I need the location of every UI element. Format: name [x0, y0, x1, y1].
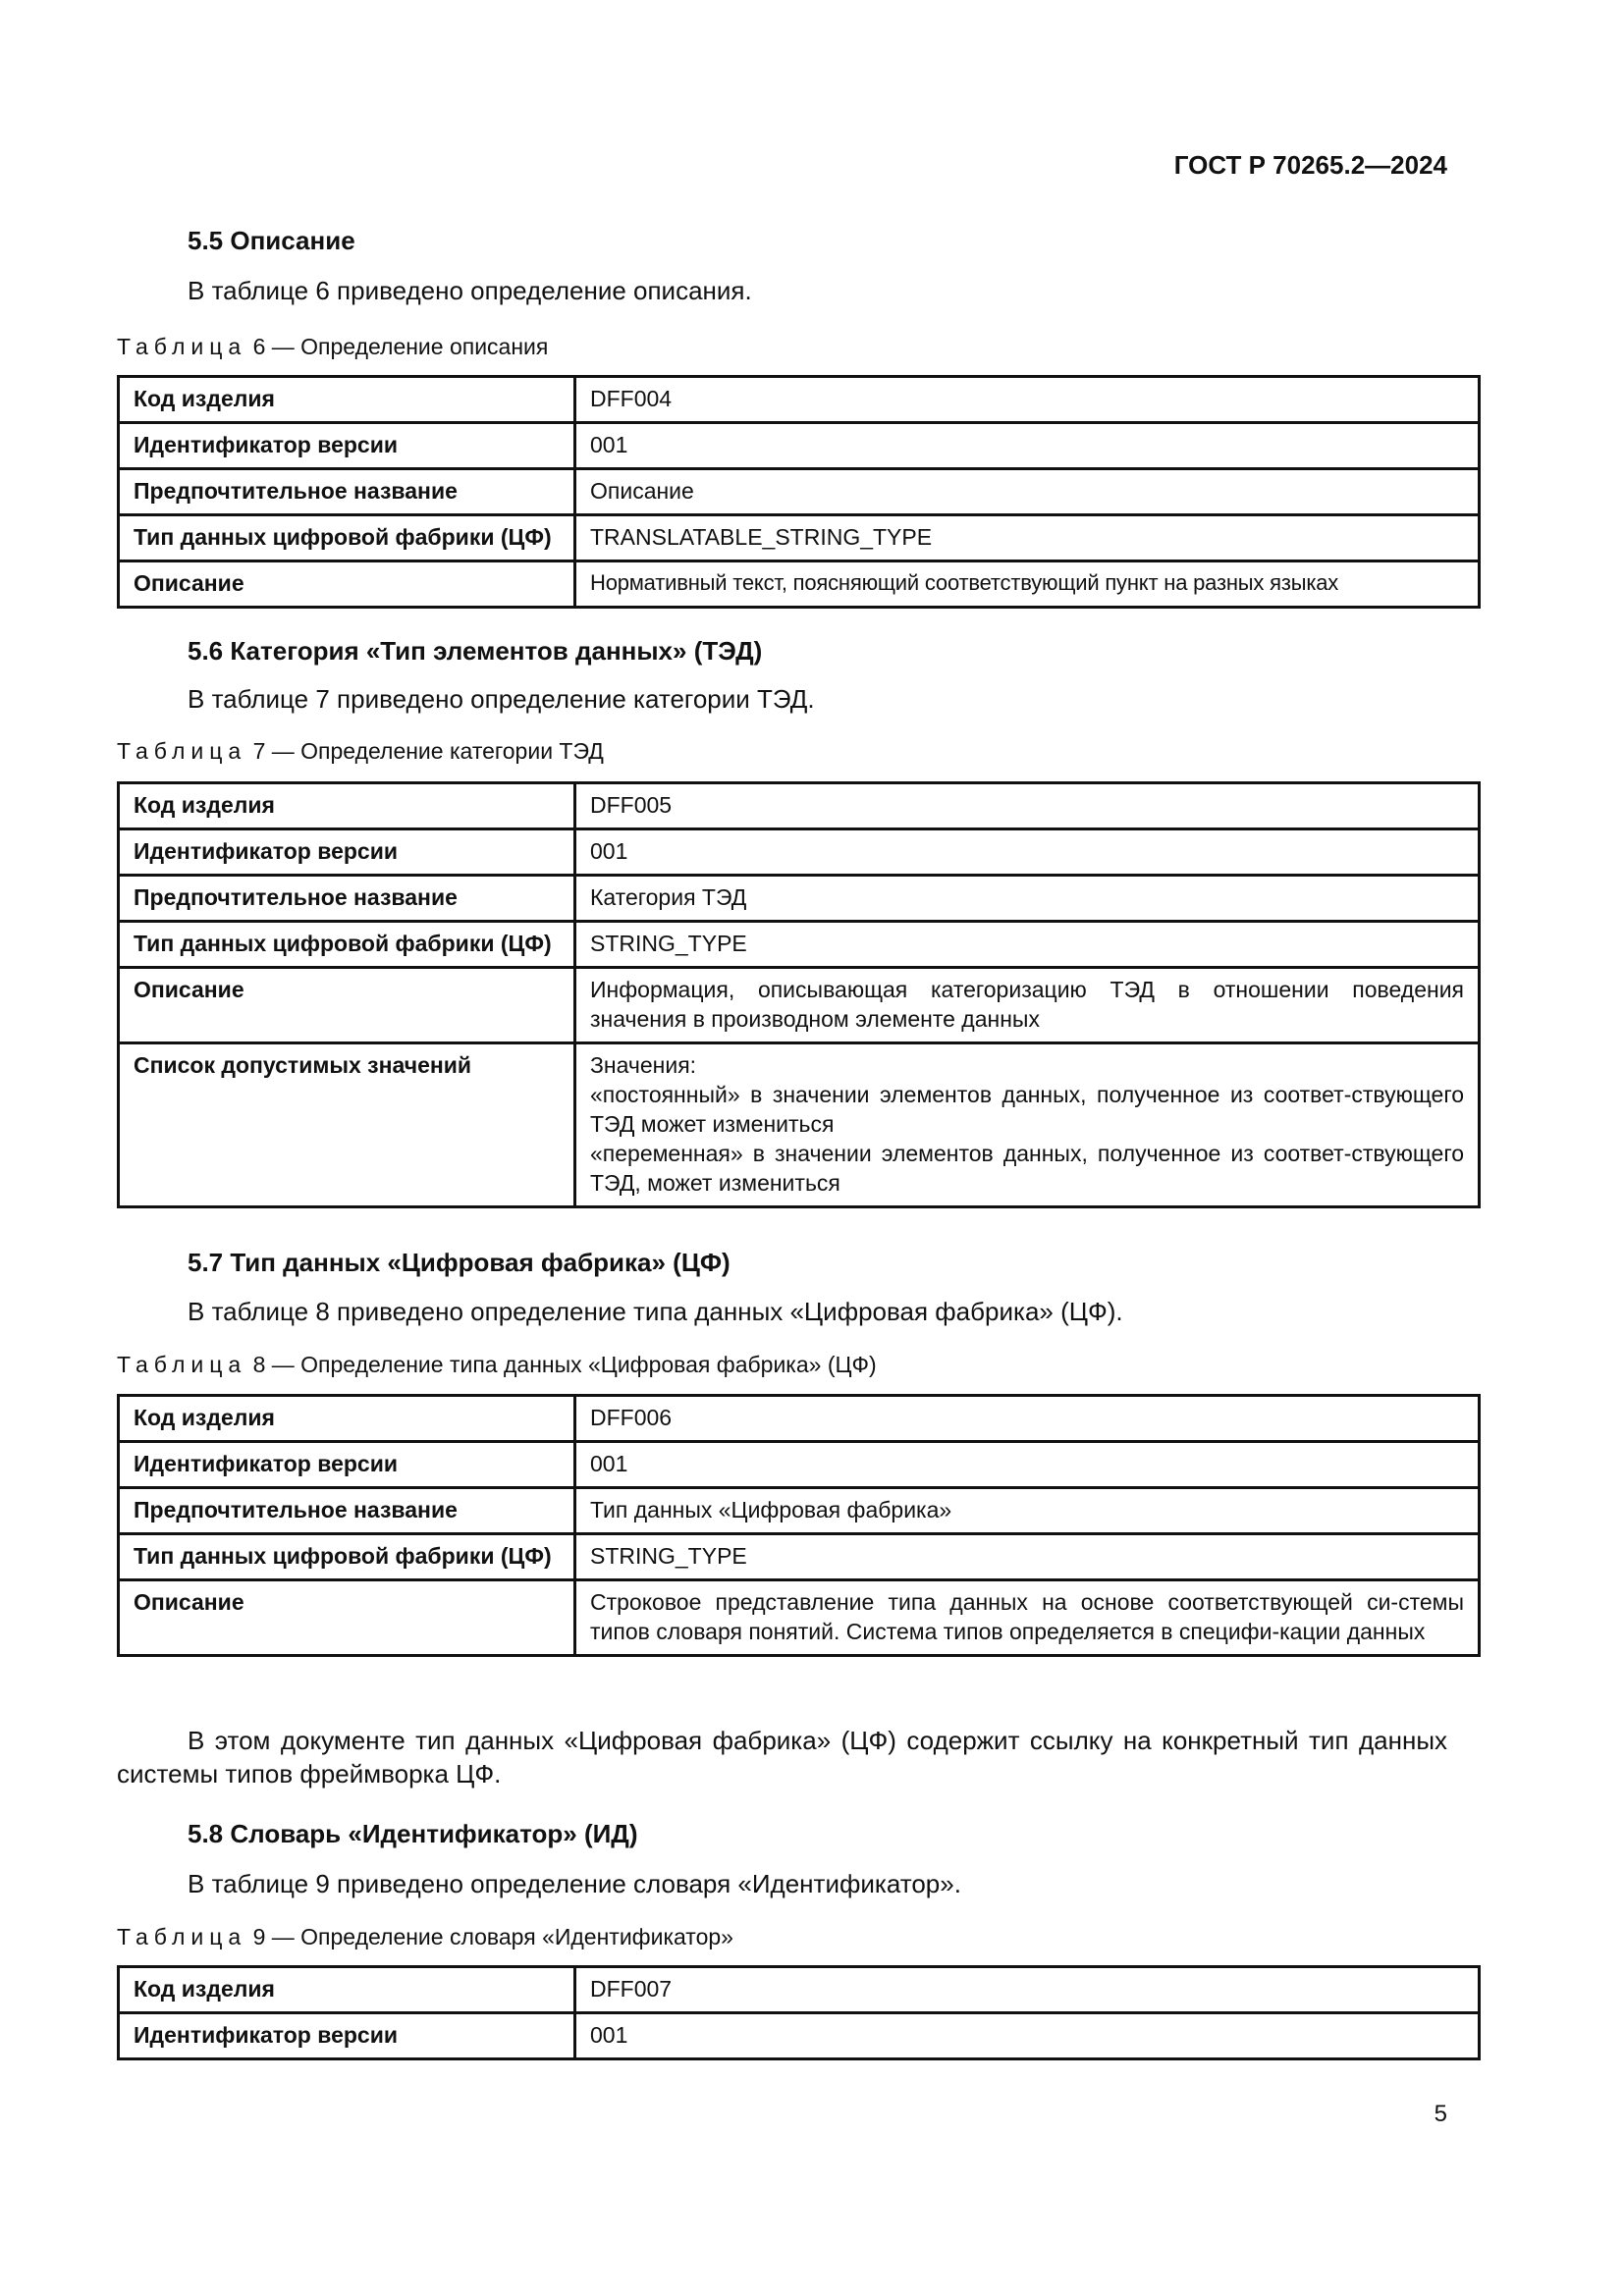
row-key: Идентификатор версии — [119, 423, 575, 469]
row-value: TRANSLATABLE_STRING_TYPE — [575, 515, 1480, 561]
row-value: STRING_TYPE — [575, 922, 1480, 968]
row-key: Идентификатор версии — [119, 2013, 575, 2059]
table-row — [119, 1534, 1480, 1580]
section-heading-5-6: 5.6 Категория «Тип элементов данных» (ТЭД) — [188, 636, 763, 666]
row-value: DFF005 — [575, 783, 1480, 829]
row-key: Предпочтительное название — [119, 876, 575, 922]
list-line: «переменная» в значении элементов данных, полученное из соответ-ствующего ТЭД, может измениться — [590, 1141, 1464, 1196]
row-key: Идентификатор версии — [119, 1442, 575, 1488]
section-heading-5-5: 5.5 Описание — [188, 226, 355, 255]
table-7 — [117, 781, 1481, 1208]
page-number: 5 — [1434, 2101, 1447, 2127]
row-value: Нормативный текст, поясняющий соответствующий пункт на разных языках — [575, 561, 1480, 608]
caption-label: Таблица — [117, 1352, 247, 1377]
section-intro-5-6: В таблице 7 приведено определение категории ТЭД. — [188, 684, 815, 714]
row-value: Информация, описывающая категоризацию ТЭД в отношении поведения значения в производном элементе данных — [575, 968, 1480, 1043]
table-caption-9 — [117, 1924, 733, 1950]
row-key: Тип данных цифровой фабрики (ЦФ) — [119, 515, 575, 561]
section-heading-5-8: 5.8 Словарь «Идентификатор» (ИД) — [188, 1819, 638, 1848]
table-row — [119, 1043, 1480, 1207]
row-value: DFF004 — [575, 377, 1480, 423]
table-row — [119, 876, 1480, 922]
table-row — [119, 423, 1480, 469]
caption-label: Таблица — [117, 334, 247, 359]
table-row — [119, 829, 1480, 876]
table-8 — [117, 1394, 1481, 1657]
section-intro-5-5: В таблице 6 приведено определение описания. — [188, 276, 752, 305]
row-key: Тип данных цифровой фабрики (ЦФ) — [119, 922, 575, 968]
paragraph-after-table-8: В этом документе тип данных «Цифровая фабрика» (ЦФ) содержит ссылку на конкретный тип данных системы типов фреймворка ЦФ. — [117, 1726, 1447, 1789]
table-9 — [117, 1965, 1481, 2060]
row-value: DFF007 — [575, 1967, 1480, 2013]
caption-label: Таблица — [117, 738, 247, 764]
row-key: Код изделия — [119, 1396, 575, 1442]
row-key: Код изделия — [119, 783, 575, 829]
row-key: Список допустимых значений — [119, 1043, 575, 1207]
table-row — [119, 515, 1480, 561]
row-value: Описание — [575, 469, 1480, 515]
table-row — [119, 1488, 1480, 1534]
table-row — [119, 922, 1480, 968]
table-caption-7 — [117, 738, 604, 765]
row-key: Тип данных цифровой фабрики (ЦФ) — [119, 1534, 575, 1580]
table-6 — [117, 375, 1481, 609]
row-value: DFF006 — [575, 1396, 1480, 1442]
row-value: 001 — [575, 423, 1480, 469]
section-intro-5-7: В таблице 8 приведено определение типа данных «Цифровая фабрика» (ЦФ). — [188, 1297, 1123, 1326]
table-caption-8 — [117, 1352, 877, 1378]
row-key: Описание — [119, 561, 575, 608]
row-value: Категория ТЭД — [575, 876, 1480, 922]
table-row — [119, 1396, 1480, 1442]
caption-text: 8 — Определение типа данных «Цифровая фабрика» (ЦФ) — [246, 1352, 877, 1377]
caption-text: 9 — Определение словаря «Идентификатор» — [246, 1924, 733, 1949]
row-value: 001 — [575, 1442, 1480, 1488]
caption-text: 7 — Определение категории ТЭД — [246, 738, 604, 764]
row-key: Описание — [119, 968, 575, 1043]
table-row — [119, 1967, 1480, 2013]
list-line: «постоянный» в значении элементов данных, полученное из соответ-ствующего ТЭД может измениться — [590, 1082, 1464, 1137]
row-value: STRING_TYPE — [575, 1534, 1480, 1580]
row-key: Код изделия — [119, 377, 575, 423]
table-row — [119, 561, 1480, 608]
document-number: ГОСТ Р 70265.2—2024 — [1173, 150, 1447, 180]
row-key: Код изделия — [119, 1967, 575, 2013]
row-value: 001 — [575, 2013, 1480, 2059]
section-intro-5-8: В таблице 9 приведено определение словаря «Идентификатор». — [188, 1869, 961, 1898]
section-heading-5-7: 5.7 Тип данных «Цифровая фабрика» (ЦФ) — [188, 1248, 731, 1277]
list-line: Значения: — [590, 1052, 697, 1078]
table-row — [119, 783, 1480, 829]
row-key: Предпочтительное название — [119, 469, 575, 515]
table-row — [119, 968, 1480, 1043]
table-row — [119, 469, 1480, 515]
table-row — [119, 1580, 1480, 1656]
caption-label: Таблица — [117, 1924, 247, 1949]
row-key: Идентификатор версии — [119, 829, 575, 876]
row-value: Строковое представление типа данных на основе соответствующей си-стемы типов словаря понятий. Система типов определяется в специфи-кации данных — [575, 1580, 1480, 1656]
row-key: Описание — [119, 1580, 575, 1656]
row-value: 001 — [575, 829, 1480, 876]
table-row — [119, 377, 1480, 423]
row-value: Тип данных «Цифровая фабрика» — [575, 1488, 1480, 1534]
row-value-list — [575, 1043, 1480, 1207]
table-row — [119, 1442, 1480, 1488]
table-caption-6 — [117, 334, 548, 360]
caption-text: 6 — Определение описания — [246, 334, 549, 359]
row-key: Предпочтительное название — [119, 1488, 575, 1534]
table-row — [119, 2013, 1480, 2059]
